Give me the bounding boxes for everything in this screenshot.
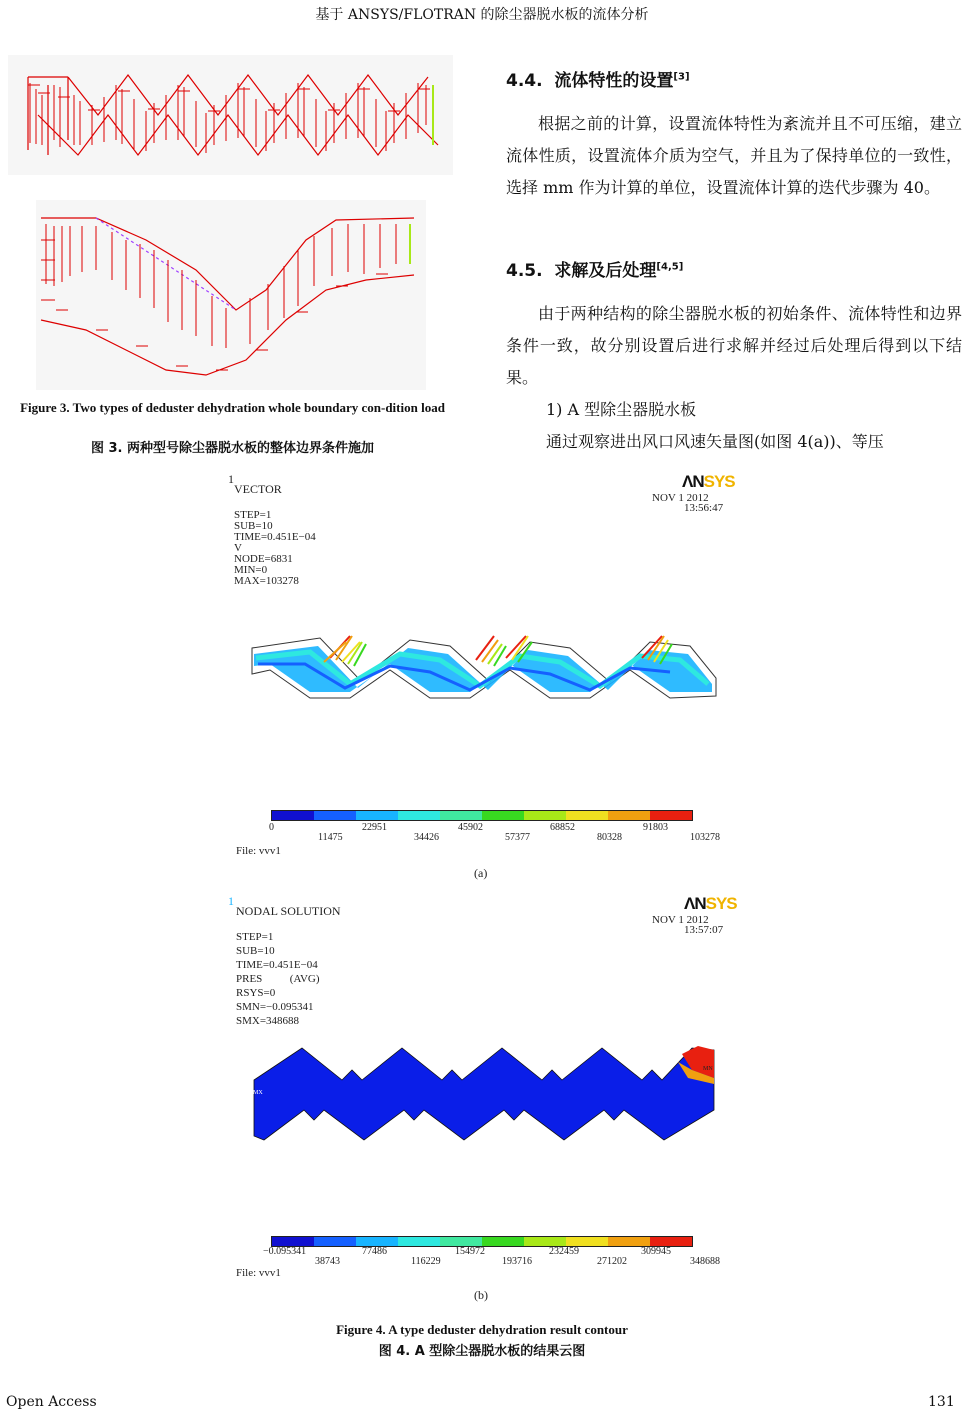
- legend-swatch: [272, 1237, 314, 1246]
- list-item-a-type: 1) A 型除尘器脱水板: [546, 400, 697, 419]
- legend-swatch: [566, 811, 608, 820]
- legend-swatch: [272, 811, 314, 820]
- plot-date: NOV 1 2012: [652, 492, 709, 504]
- paragraph-continuation: 通过观察进出风口风速矢量图(如图 4(a))、等压: [546, 432, 884, 451]
- figure4-caption-cn: 图 4. A 型除尘器脱水板的结果云图: [378, 1344, 586, 1359]
- legend-tick: 68852: [550, 822, 575, 833]
- legend-swatch: [524, 1237, 566, 1246]
- plot-info-lines: [234, 510, 316, 587]
- file-label: File: vvv1: [236, 845, 281, 857]
- vector-plot: [250, 618, 720, 708]
- plot-index: 1: [228, 894, 234, 908]
- figure3-caption-en: Figure 3. Two types of deduster dehydration whole boundary con-dition load: [20, 400, 445, 415]
- section-title: 求解及后处理: [554, 261, 657, 281]
- plot-time: 13:56:47: [684, 502, 724, 514]
- legend-tick: 232459: [549, 1246, 579, 1257]
- file-label: File: vvv1: [236, 1267, 281, 1279]
- info-line: MIN=0: [234, 564, 268, 576]
- legend-swatch: [608, 811, 650, 820]
- legend-tick: 22951: [362, 822, 387, 833]
- page-number: 131: [928, 1394, 955, 1410]
- figure3-caption-cn: 图 3. 两种型号除尘器脱水板的整体边界条件施加: [90, 441, 375, 456]
- ansys-logo: [684, 894, 737, 914]
- plot-index: 1: [228, 472, 234, 486]
- legend-tick: 34426: [414, 832, 439, 843]
- info-line: SMN=−0.095341: [236, 1001, 314, 1013]
- section-4-5-paragraph: 由于两种结构的除尘器脱水板的初始条件、流体特性和边界条件一致，故分别设置后进行求解并经过后处理后得到以下结果。: [506, 304, 962, 387]
- info-line: SUB=10: [234, 520, 273, 532]
- figure3-top-mesh: [8, 55, 453, 175]
- section-title: 流体特性的设置: [554, 71, 674, 91]
- figure4-caption-en: Figure 4. A type deduster dehydration result contour: [336, 1322, 628, 1337]
- legend-tick: 91803: [643, 822, 668, 833]
- legend-tick: 193716: [502, 1256, 532, 1267]
- info-line: PRES (AVG): [236, 973, 320, 985]
- legend-tick: 77486: [362, 1246, 387, 1257]
- legend-swatch: [398, 1237, 440, 1246]
- plot-title: NODAL SOLUTION: [236, 904, 341, 918]
- legend-tick: 57377: [505, 832, 530, 843]
- legend-tick: 11475: [318, 832, 343, 843]
- legend-tick: −0.095341: [263, 1246, 307, 1257]
- running-header: 基于 ANSYS/FLOTRAN 的除尘器脱水板的流体分析: [315, 7, 649, 23]
- section-number: 4.5.: [506, 261, 543, 281]
- legend-tick: 80328: [597, 832, 622, 843]
- legend-swatch: [440, 811, 482, 820]
- legend-swatch: [314, 811, 356, 820]
- legend-swatch: [650, 811, 692, 820]
- subfigure-label: (a): [474, 866, 488, 880]
- legend-bar: [271, 810, 693, 821]
- legend-swatch: [356, 811, 398, 820]
- legend-swatch: [398, 811, 440, 820]
- logo-part-a: ΛN: [684, 894, 706, 913]
- logo-part-a: ΛN: [682, 472, 704, 491]
- legend-tick: 103278: [690, 832, 720, 843]
- info-line: STEP=1: [234, 509, 272, 521]
- legend-swatch: [650, 1237, 692, 1246]
- logo-part-b: SYS: [703, 472, 735, 491]
- logo-part-b: SYS: [705, 894, 737, 913]
- min-marker: MN: [703, 1066, 713, 1072]
- subfigure-label: (b): [474, 1288, 488, 1302]
- legend-swatch: [482, 1237, 524, 1246]
- plot-date: NOV 1 2012: [652, 914, 709, 926]
- ansys-logo: [682, 472, 735, 492]
- legend-tick: 38743: [315, 1256, 340, 1267]
- legend-swatch: [524, 811, 566, 820]
- plot-time: 13:57:07: [684, 924, 724, 936]
- legend-swatch: [566, 1237, 608, 1246]
- legend-swatch: [440, 1237, 482, 1246]
- footer-open-access: Open Access: [6, 1394, 97, 1410]
- info-line: STEP=1: [236, 931, 274, 943]
- figure3-bottom-mesh: [36, 200, 426, 390]
- citation: [3]: [673, 71, 690, 83]
- legend-tick: 154972: [455, 1246, 485, 1257]
- info-line: V: [234, 542, 242, 554]
- legend-swatch: [608, 1237, 650, 1246]
- section-4-4-paragraph: 根据之前的计算，设置流体特性为紊流并且不可压缩，建立流体性质，设置流体介质为空气，并且为了保持单位的一致性，选择 mm 作为计算的单位，设置流体计算的迭代步骤为 40。: [506, 114, 962, 197]
- citation: [4,5]: [656, 261, 684, 273]
- section-4-5-heading: [506, 256, 683, 281]
- figure4b-panel: [0, 890, 964, 1310]
- info-line: TIME=0.451E−04: [234, 531, 316, 543]
- info-line: NODE=6831: [234, 553, 293, 565]
- pressure-contour: [252, 1040, 720, 1146]
- max-marker: MX: [253, 1090, 263, 1096]
- info-line: RSYS=0: [236, 987, 276, 999]
- legend-swatch: [314, 1237, 356, 1246]
- info-line: TIME=0.451E−04: [236, 959, 318, 971]
- info-line: MAX=103278: [234, 575, 299, 587]
- legend-tick: 45902: [458, 822, 483, 833]
- plot-title: VECTOR: [234, 482, 282, 496]
- figure4a-panel: [0, 470, 964, 890]
- legend-tick: 271202: [597, 1256, 627, 1267]
- legend-tick: 309945: [641, 1246, 671, 1257]
- plot-info-lines: [236, 930, 320, 1028]
- legend-tick: 0: [269, 822, 274, 833]
- legend-tick: 348688: [690, 1256, 720, 1267]
- legend-swatch: [482, 811, 524, 820]
- section-number: 4.4.: [506, 71, 543, 91]
- legend-swatch: [356, 1237, 398, 1246]
- info-line: SMX=348688: [236, 1015, 300, 1027]
- section-4-4-heading: [506, 66, 690, 91]
- legend-tick: 116229: [411, 1256, 441, 1267]
- info-line: SUB=10: [236, 945, 275, 957]
